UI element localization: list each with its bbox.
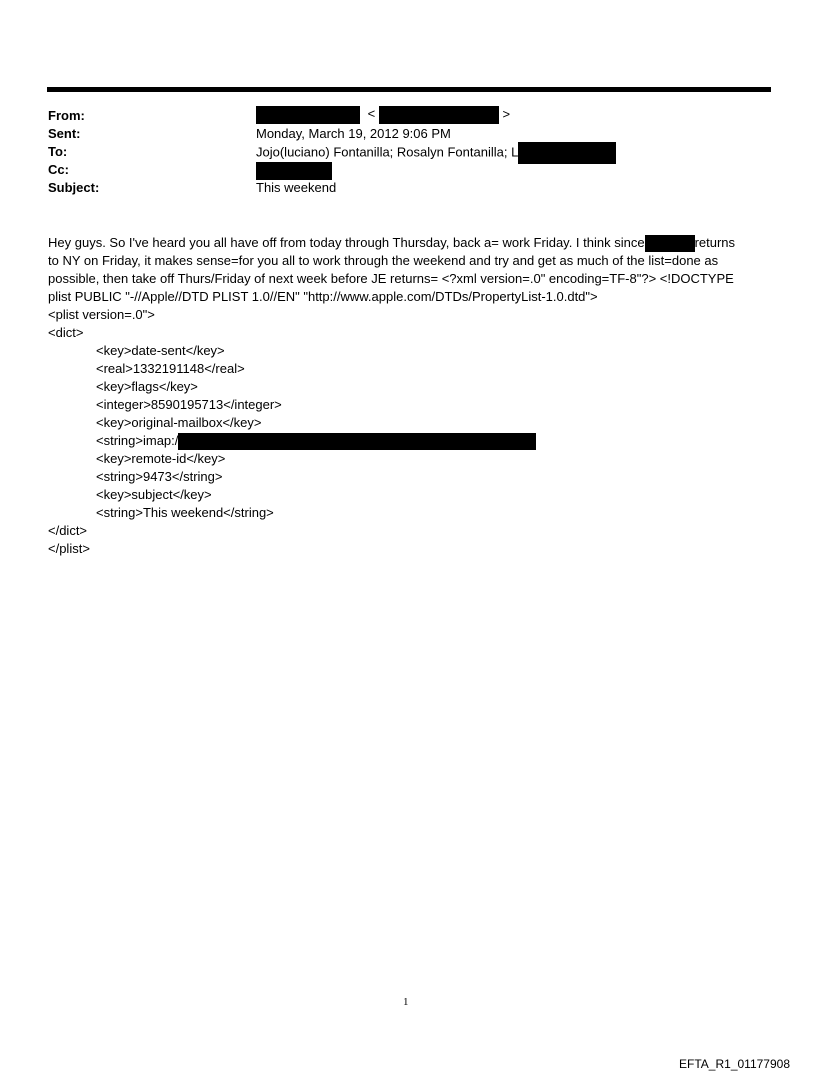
body-line: <dict> — [48, 325, 84, 340]
body-text-segment: Hey guys. So I've heard you all have off from today through Thursday, back a= work Friday. I think since — [48, 235, 645, 250]
body-line: <key>remote-id</key> — [96, 451, 226, 466]
body-line: <key>subject</key> — [96, 487, 212, 502]
body-line — [48, 234, 766, 252]
header-rule — [47, 87, 771, 92]
sent-value: Monday, March 19, 2012 9:06 PM — [256, 126, 451, 141]
to-value — [256, 142, 616, 164]
body-line: plist PUBLIC "-//Apple//DTD PLIST 1.0//EN" "http://www.apple.com/DTDs/PropertyList-1.0.dtd"> — [48, 289, 598, 304]
body-line: to NY on Friday, it makes sense=for you all to work through the weekend and try and get as much of the list=done as — [48, 253, 719, 268]
from-label: From: — [48, 108, 85, 123]
body-line: <integer>8590195713</integer> — [96, 397, 282, 412]
body-line: <key>date-sent</key> — [96, 343, 225, 358]
redaction-block — [178, 433, 536, 450]
cc-value — [256, 162, 332, 180]
redaction-block — [645, 235, 695, 252]
body-line: <key>original-mailbox</key> — [96, 415, 262, 430]
subject-value: This weekend — [256, 180, 337, 195]
email-body — [48, 234, 766, 558]
body-line: <real>1332191148</real> — [96, 361, 245, 376]
body-line: </plist> — [48, 541, 90, 556]
redaction-block — [256, 162, 332, 180]
redaction-block — [379, 106, 499, 124]
body-line: <string>This weekend</string> — [96, 505, 274, 520]
document-id: EFTA_R1_01177908 — [679, 1057, 790, 1071]
sent-label: Sent: — [48, 126, 81, 141]
from-lt: < — [367, 106, 376, 122]
from-gt: > — [502, 106, 511, 122]
body-line: possible, then take off Thurs/Friday of next week before JE returns= <?xml version=.0" encoding=TF-8"?> <!DOCTYPE — [48, 271, 734, 286]
subject-label: Subject: — [48, 180, 100, 195]
redaction-block — [518, 142, 616, 164]
body-line: </dict> — [48, 523, 88, 538]
to-recipients: Jojo(luciano) Fontanilla; Rosalyn Fontanilla; L — [256, 144, 519, 160]
body-line: <plist version=.0"> — [48, 307, 155, 322]
cc-label: Cc: — [48, 162, 69, 177]
body-text-segment: <string>imap:/ — [96, 433, 179, 448]
redaction-block — [256, 106, 360, 124]
from-value — [256, 106, 510, 124]
body-line: <string>9473</string> — [96, 469, 223, 484]
to-label: To: — [48, 144, 68, 159]
body-text-segment: returns — [694, 235, 736, 250]
page-number: 1 — [403, 996, 409, 1008]
body-line — [48, 432, 766, 450]
body-line: <key>flags</key> — [96, 379, 198, 394]
